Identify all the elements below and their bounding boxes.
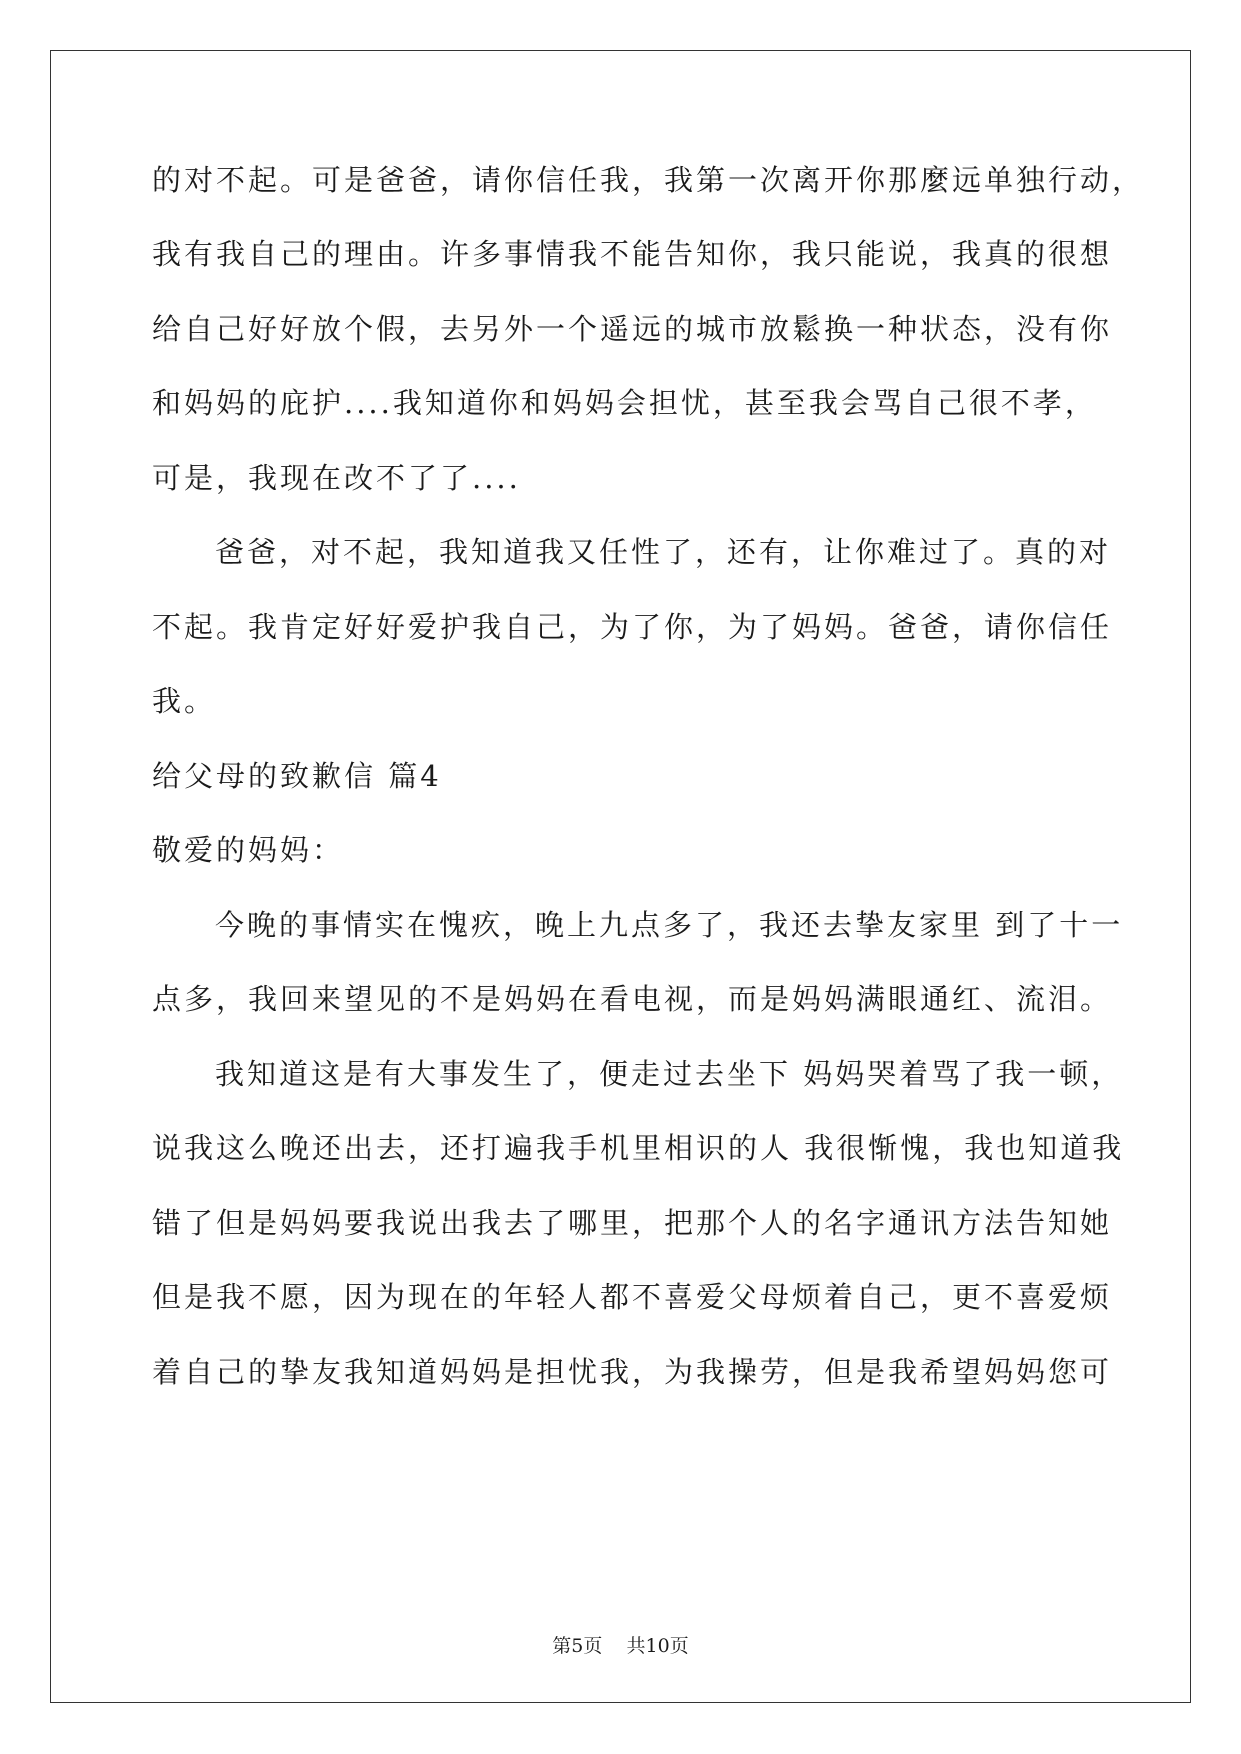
page-number: 第5页 共10页 bbox=[552, 1635, 689, 1657]
section-heading: 给父母的致歉信 篇4 bbox=[152, 759, 442, 793]
paragraph-line: 说我这么晚还出去，还打遍我手机里相识的人 我很惭愧，我也知道我 bbox=[152, 1131, 1125, 1165]
paragraph-line: 不起。我肯定好好爱护我自己，为了你，为了妈妈。爸爸，请你信任 bbox=[152, 610, 1113, 644]
paragraph-line: 给自己好好放个假，去另外一个遥远的城市放鬆换一种状态，没有你 bbox=[152, 312, 1113, 346]
paragraph-line: 我知道这是有大事发生了，便走过去坐下 妈妈哭着骂了我一顿， bbox=[215, 1057, 1124, 1091]
paragraph-line: 点多，我回来望见的不是妈妈在看电视，而是妈妈满眼通红、流泪。 bbox=[152, 982, 1113, 1016]
paragraph-line: 可是，我现在改不了了.... bbox=[152, 461, 521, 495]
paragraph-line: 和妈妈的庇护....我知道你和妈妈会担忧，甚至我会骂自己很不孝， bbox=[152, 386, 1097, 420]
paragraph-line: 错了但是妈妈要我说出我去了哪里，把那个人的名字通讯方法告知她 bbox=[152, 1206, 1113, 1240]
page-border bbox=[50, 50, 1191, 1703]
paragraph-line: 着自己的挚友我知道妈妈是担忧我，为我操劳，但是我希望妈妈您可 bbox=[152, 1355, 1113, 1389]
paragraph-line: 我有我自己的理由。许多事情我不能告知你，我只能说，我真的很想 bbox=[152, 237, 1113, 271]
paragraph-line: 爸爸，对不起，我知道我又任性了，还有，让你难过了。真的对 bbox=[215, 535, 1112, 569]
paragraph-line: 的对不起。可是爸爸，请你信任我，我第一次离开你那麼远单独行动， bbox=[152, 163, 1145, 197]
paragraph-line: 我。 bbox=[152, 684, 217, 718]
paragraph-line: 今晚的事情实在愧疚，晚上九点多了，我还去挚友家里 到了十一 bbox=[215, 908, 1124, 942]
paragraph-line: 但是我不愿，因为现在的年轻人都不喜爱父母烦着自己，更不喜爱烦 bbox=[152, 1280, 1113, 1314]
salutation: 敬爱的妈妈： bbox=[152, 833, 345, 867]
